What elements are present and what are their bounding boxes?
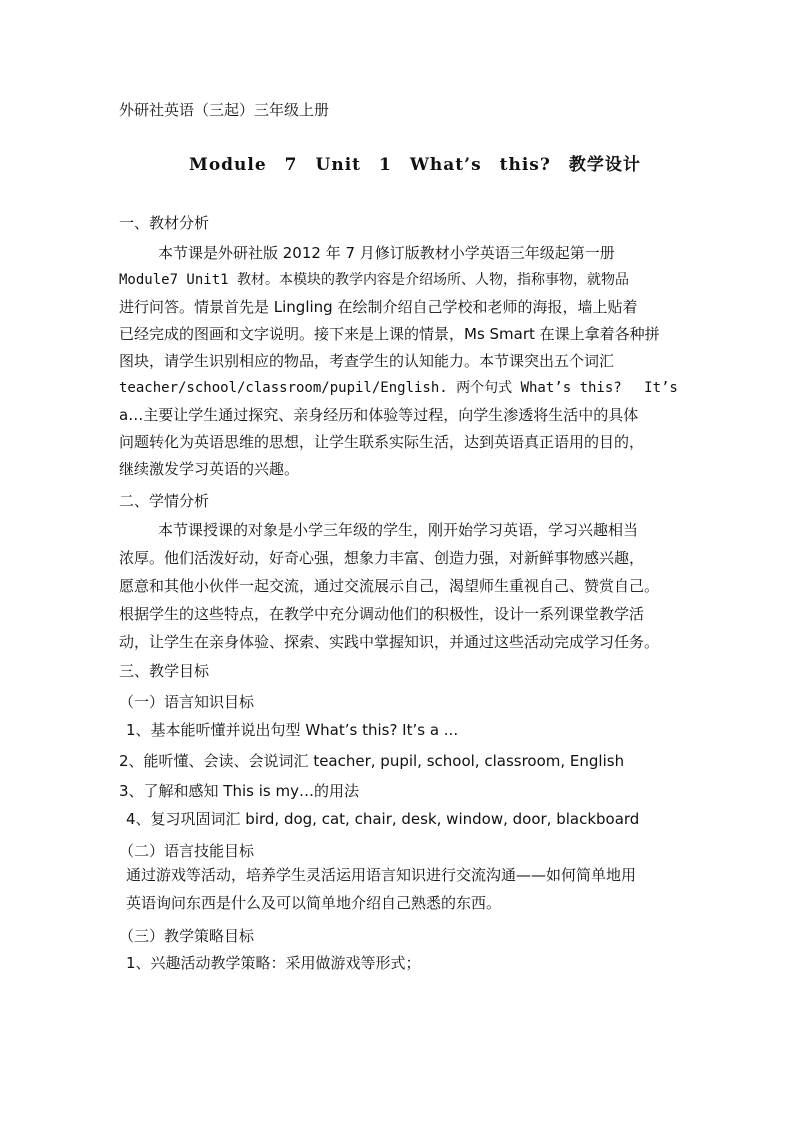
paragraph-line: 已经完成的图画和文字说明。接下来是上课的情景，Ms Smart 在课上拿着各种拼: [119, 325, 660, 343]
paragraph-line: a…主要让学生通过探究、亲身经历和体验等过程，向学生渗透将生活中的具体: [119, 406, 639, 424]
list-item: 4、复习巩固词汇 bird, dog, cat, chair, desk, window, door, blackboard: [126, 810, 640, 828]
paragraph-line: 问题转化为英语思维的思想，让学生联系实际生活，达到英语真正语用的目的，: [119, 433, 645, 451]
subsection-heading-language-skills: （二）语言技能目标: [119, 842, 255, 860]
section-heading-learner-analysis: 二、学情分析: [119, 492, 210, 510]
paragraph-line: 愿意和其他小伙伴一起交流，通过交流展示自己，渴望师生重视自己、赞赏自己。: [119, 577, 660, 595]
paragraph-line: 本节课是外研社版 2012 年 7 月修订版教材小学英语三年级起第一册: [158, 244, 615, 262]
list-item: 3、了解和感知 This is my…的用法: [119, 782, 359, 800]
paragraph-line: 根据学生的这些特点，在教学中充分调动他们的积极性，设计一系列课堂教学活: [119, 605, 645, 623]
paragraph-line: 通过游戏等活动，培养学生灵活运用语言知识进行交流沟通——如何简单地用: [126, 866, 637, 884]
subsection-heading-teaching-strategy: （三）教学策略目标: [119, 927, 255, 945]
paragraph-line: 英语询问东西是什么及可以简单地介绍自己熟悉的东西。: [126, 894, 502, 912]
document-subtitle: 外研社英语（三起）三年级上册: [119, 101, 330, 119]
paragraph-line: 图块，请学生识别相应的物品，考查学生的认知能力。本节课突出五个词汇: [119, 352, 615, 370]
list-item: 2、能听懂、会读、会说词汇 teacher, pupil, school, classroom, English: [119, 752, 625, 770]
list-item: 1、兴趣活动教学策略：采用做游戏等形式；: [126, 954, 421, 972]
paragraph-line: 进行问答。情景首先是 Lingling 在绘制介绍自己学校和老师的海报，墙上贴着: [119, 298, 638, 316]
paragraph-line: Module7 Unit1 教材。本模块的教学内容是介绍场所、人物，指称事物，就物品: [119, 272, 630, 288]
section-heading-material-analysis: 一、教材分析: [119, 214, 210, 232]
paragraph-line: teacher/school/classroom/pupil/English. 两个句式 What’s this? It’s: [119, 380, 678, 396]
document-title: Module 7 Unit 1 What’s this? 教学设计: [189, 155, 641, 175]
paragraph-line: 本节课授课的对象是小学三年级的学生，刚开始学习英语，学习兴趣相当: [158, 521, 639, 539]
paragraph-line: 浓厚。他们活泼好动，好奇心强，想象力丰富、创造力强，对新鲜事物感兴趣，: [119, 549, 645, 567]
list-item: 1、基本能听懂并说出句型 What’s this? It’s a ...: [126, 721, 459, 739]
section-heading-teaching-objectives: 三、教学目标: [119, 662, 210, 680]
paragraph-line: 动，让学生在亲身体验、探索、实践中掌握知识，并通过这些活动完成学习任务。: [119, 633, 660, 651]
paragraph-line: 继续激发学习英语的兴趣。: [119, 460, 300, 478]
subsection-heading-language-knowledge: （一）语言知识目标: [119, 693, 255, 711]
